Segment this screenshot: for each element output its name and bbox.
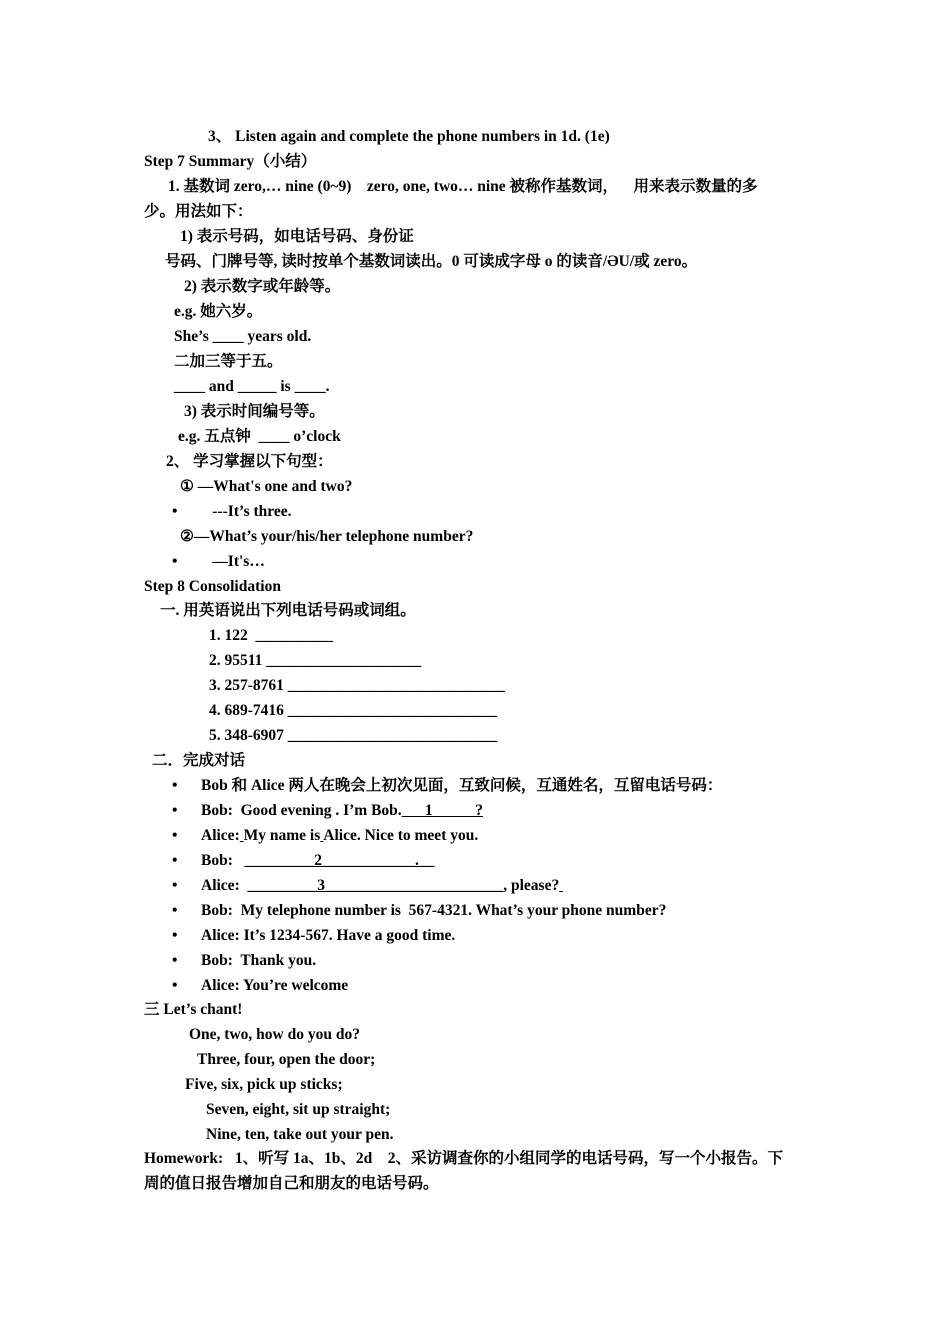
text-line: • ---It’s three.: [172, 503, 292, 520]
bullet-icon: •: [172, 927, 178, 944]
text-line: 号码、门牌号等, 读时按单个基数词读出。0 可读成字母 o 的读音/ƏU/或 zero。: [165, 253, 698, 270]
dialogue-line: [201, 976, 348, 996]
fill-in-blank: [559, 877, 563, 894]
dialogue-text: Alice: It’s 1234-567. Have a good time.: [201, 927, 456, 944]
homework-line: Homework: 1、听写 1a、1b、2d 2、采访调查你的小组同学的电话号码，写一个小报告。下: [144, 1150, 783, 1167]
dialogue-text: Bob: Thank you.: [201, 952, 317, 969]
text-line: 二加三等于五。: [174, 353, 283, 370]
fill-in-blank: 1 ?: [401, 802, 484, 819]
text-line: She’s ____ years old.: [174, 328, 312, 345]
text-line: 2、 学习掌握以下句型：: [166, 453, 333, 470]
fill-in-blank: _________2____________.__: [244, 852, 435, 869]
text-line: 5. 348-6907 ___________________________: [209, 727, 498, 744]
text-line: 3、 Listen again and complete the phone numbers in 1d. (1e): [208, 128, 610, 145]
section-heading: 三 Let’s chant!: [144, 1001, 243, 1018]
dialogue-text: , please?: [503, 877, 560, 894]
bullet-icon: •: [172, 852, 178, 869]
text-line: 少。用法如下：: [144, 203, 253, 220]
chant-line: One, two, how do you do?: [189, 1026, 360, 1043]
dialogue-text: Bob:: [201, 852, 245, 869]
text-line: ① —What's one and two?: [180, 478, 353, 495]
dialogue-line: [201, 826, 478, 846]
text-line: ____ and _____ is ____.: [174, 378, 330, 395]
bullet-icon: •: [172, 802, 178, 819]
bullet-icon: •: [172, 827, 178, 844]
text-line: 3. 257-8761 ____________________________: [209, 677, 505, 694]
dialogue-line: [201, 951, 316, 971]
dialogue-line: [201, 851, 434, 871]
text-line: 4. 689-7416 ___________________________: [209, 702, 498, 719]
dialogue-text: Bob: Good evening . I’m Bob.: [201, 802, 402, 819]
text-line: 1. 122 __________: [209, 627, 333, 644]
chant-line: Seven, eight, sit up straight;: [206, 1101, 391, 1118]
dialogue-text: Alice:: [201, 827, 240, 844]
dialogue-line: [201, 801, 483, 821]
text-line: e.g. 五点钟 ____ o’clock: [178, 428, 341, 445]
dialogue-line: [201, 876, 563, 896]
chant-line: Nine, ten, take out your pen.: [206, 1126, 394, 1143]
chant-line: Three, four, open the door;: [197, 1051, 376, 1068]
text-line: 2) 表示数字或年龄等。: [184, 278, 341, 295]
bullet-icon: •: [172, 977, 178, 994]
text-line: ②—What’s your/his/her telephone number?: [180, 528, 474, 545]
text-line: 2. 95511 ____________________: [209, 652, 422, 669]
bullet-icon: •: [172, 877, 178, 894]
dialogue-line: [201, 926, 455, 946]
text-line: • —It's…: [172, 553, 265, 570]
text-line: e.g. 她六岁。: [174, 303, 263, 320]
dialogue-line: [201, 901, 666, 921]
dialogue-text: My name is: [243, 827, 321, 844]
dialogue-text: Alice: You’re welcome: [201, 977, 349, 994]
bullet-icon: •: [172, 777, 178, 794]
text-line: 一. 用英语说出下列电话号码或词组。: [160, 602, 416, 619]
text-line: Step 7 Summary（小结）: [144, 153, 317, 170]
bullet-icon: •: [172, 902, 178, 919]
text-line: 1. 基数词 zero,… nine (0~9) zero, one, two… nine 被称作基数词， 用来表示数量的多: [168, 178, 758, 195]
text-line: 3) 表示时间编号等。: [184, 403, 325, 420]
dialogue-text: Alice. Nice to meet you.: [323, 827, 479, 844]
dialogue-text: Bob 和 Alice 两人在晚会上初次见面，互致问候，互通姓名，互留电话号码：: [201, 777, 723, 794]
dialogue-text: Bob: My telephone number is 567-4321. What’s your phone number?: [201, 902, 667, 919]
text-line: Step 8 Consolidation: [144, 578, 281, 595]
homework-line: 周的值日报告增加自己和朋友的电话号码。: [144, 1175, 439, 1192]
bullet-icon: •: [172, 952, 178, 969]
text-line: 二．完成对话: [152, 752, 246, 769]
dialogue-line: [201, 776, 722, 796]
chant-line: Five, six, pick up sticks;: [185, 1076, 343, 1093]
fill-in-blank: _________3_______________________: [247, 877, 504, 894]
text-line: 1) 表示号码，如电话号码、身份证: [180, 228, 414, 245]
dialogue-text: Alice:: [201, 877, 248, 894]
